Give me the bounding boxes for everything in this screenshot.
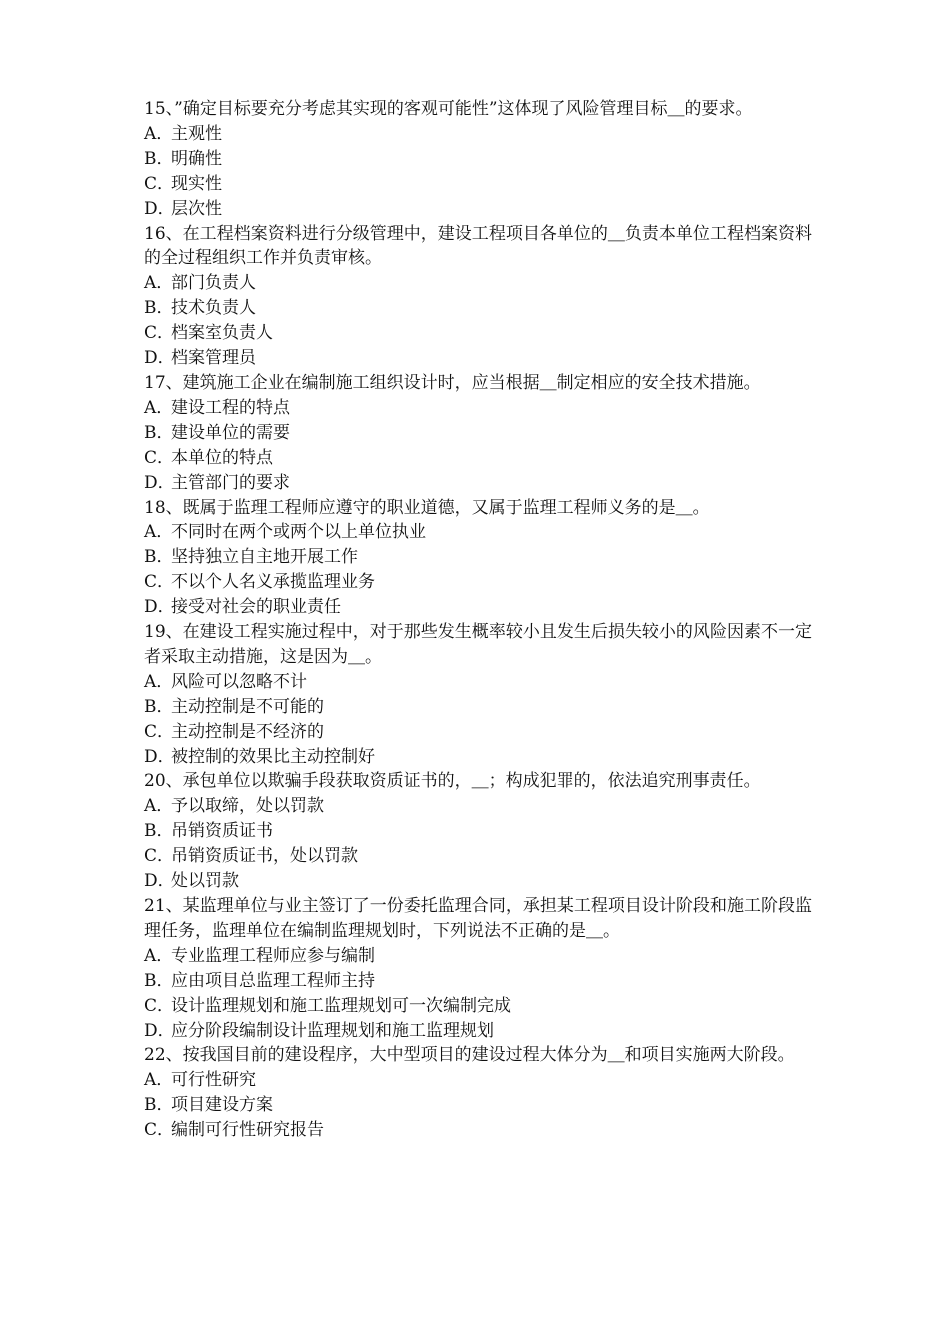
option-text: 建设工程的特点 (171, 397, 290, 418)
option-letter: C． (144, 572, 175, 593)
option-letter: D． (144, 871, 175, 892)
option-letter: A． (144, 123, 174, 144)
answer-option (144, 994, 812, 1019)
answer-option (144, 296, 812, 321)
option-text: 不以个人名义承揽监理业务 (171, 572, 375, 593)
question-block (144, 1043, 812, 1143)
option-letter: C． (144, 721, 175, 742)
answer-option (144, 1093, 812, 1118)
question-block (144, 222, 812, 371)
answer-option (144, 1019, 812, 1044)
option-text: 项目建设方案 (171, 1095, 273, 1116)
option-text: 坚持独立自主地开展工作 (171, 547, 358, 568)
option-text: 被控制的效果比主动控制好 (171, 746, 375, 767)
option-letter: A． (144, 273, 174, 294)
option-text: 予以取缔，处以罚款 (171, 796, 324, 817)
option-text: 档案室负责人 (171, 323, 273, 344)
option-text: 处以罚款 (171, 871, 239, 892)
question-list (144, 97, 812, 1143)
answer-option (144, 545, 812, 570)
option-text: 本单位的特点 (171, 447, 273, 468)
option-text: 应分阶段编制设计监理规划和施工监理规划 (171, 1020, 494, 1041)
answer-option (144, 1068, 812, 1093)
option-text: 编制可行性研究报告 (171, 1120, 324, 1141)
option-letter: D． (144, 472, 175, 493)
option-letter: D． (144, 198, 175, 219)
option-letter: C． (144, 1120, 175, 1141)
option-text: 主动控制是不可能的 (171, 696, 324, 717)
answer-option (144, 172, 812, 197)
option-text: 建设单位的需要 (171, 422, 290, 443)
question-block (144, 496, 812, 621)
option-letter: B． (144, 148, 174, 169)
option-letter: A． (144, 671, 174, 692)
answer-option (144, 670, 812, 695)
answer-option (144, 396, 812, 421)
answer-option (144, 271, 812, 296)
answer-option (144, 695, 812, 720)
answer-option (144, 720, 812, 745)
option-letter: D． (144, 1020, 175, 1041)
option-letter: C． (144, 173, 175, 194)
answer-option (144, 122, 812, 147)
question-block (144, 769, 812, 894)
option-text: 现实性 (171, 173, 222, 194)
option-text: 明确性 (171, 148, 222, 169)
answer-option (144, 869, 812, 894)
answer-option (144, 446, 812, 471)
option-letter: C． (144, 323, 175, 344)
answer-option (144, 745, 812, 770)
option-text: 主管部门的要求 (171, 472, 290, 493)
option-text: 可行性研究 (171, 1070, 256, 1091)
option-letter: B． (144, 1095, 174, 1116)
question-stem: 19、在建设工程实施过程中，对于那些发生概率较小且发生后损失较小的风险因素不一定者采取主动措施，这是因为＿。 (144, 622, 812, 667)
question-block (144, 894, 812, 1043)
option-text: 主动控制是不经济的 (171, 721, 324, 742)
question-stem: 21、某监理单位与业主签订了一份委托监理合同，承担某工程项目设计阶段和施工阶段监理任务，监理单位在编制监理规划时，下列说法不正确的是＿。 (144, 896, 812, 941)
answer-option (144, 346, 812, 371)
option-letter: B． (144, 298, 174, 319)
answer-option (144, 520, 812, 545)
option-letter: A． (144, 1070, 174, 1091)
option-letter: A． (144, 945, 174, 966)
option-text: 应由项目总监理工程师主持 (171, 970, 375, 991)
answer-option (144, 794, 812, 819)
option-text: 主观性 (171, 123, 222, 144)
option-text: 风险可以忽略不计 (171, 671, 307, 692)
option-letter: B． (144, 821, 174, 842)
option-letter: A． (144, 796, 174, 817)
answer-option (144, 147, 812, 172)
option-letter: D． (144, 348, 175, 369)
option-text: 专业监理工程师应参与编制 (171, 945, 375, 966)
question-block (144, 620, 812, 769)
answer-option (144, 321, 812, 346)
answer-option (144, 197, 812, 222)
option-letter: C． (144, 447, 175, 468)
option-text: 档案管理员 (171, 348, 256, 369)
option-text: 技术负责人 (171, 298, 256, 319)
option-letter: B． (144, 422, 174, 443)
option-text: 不同时在两个或两个以上单位执业 (171, 522, 426, 543)
answer-option (144, 1118, 812, 1143)
answer-option (144, 471, 812, 496)
answer-option (144, 570, 812, 595)
option-text: 吊销资质证书 (171, 821, 273, 842)
option-letter: C． (144, 995, 175, 1016)
question-stem: 18、既属于监理工程师应遵守的职业道德，又属于监理工程师义务的是＿。 (144, 497, 710, 518)
answer-option (144, 595, 812, 620)
option-text: 接受对社会的职业责任 (171, 597, 341, 618)
question-stem: 20、承包单位以欺骗手段获取资质证书的，＿；构成犯罪的，依法追究刑事责任。 (144, 771, 761, 792)
option-letter: B． (144, 970, 174, 991)
question-block (144, 371, 812, 496)
question-block (144, 97, 812, 222)
option-letter: C． (144, 846, 175, 867)
option-letter: B． (144, 547, 174, 568)
option-text: 部门负责人 (171, 273, 256, 294)
answer-option (144, 944, 812, 969)
option-text: 吊销资质证书，处以罚款 (171, 846, 358, 867)
option-letter: A． (144, 397, 174, 418)
option-text: 层次性 (171, 198, 222, 219)
question-stem: 16、在工程档案资料进行分级管理中，建设工程项目各单位的＿负责本单位工程档案资料的全过程组织工作并负责审核。 (144, 223, 812, 269)
question-stem: 22、按我国目前的建设程序，大中型项目的建设过程大体分为＿和项目实施两大阶段。 (144, 1045, 795, 1066)
answer-option (144, 819, 812, 844)
document-page (144, 97, 812, 1143)
question-stem: 15、”确定目标要充分考虑其实现的客观可能性”这体现了风险管理目标＿的要求。 (144, 99, 753, 119)
option-letter: D． (144, 746, 175, 767)
question-stem: 17、建筑施工企业在编制施工组织设计时，应当根据＿制定相应的安全技术措施。 (144, 372, 761, 393)
option-letter: D． (144, 597, 175, 618)
answer-option (144, 969, 812, 994)
option-letter: B． (144, 696, 174, 717)
answer-option (144, 844, 812, 869)
answer-option (144, 421, 812, 446)
option-text: 设计监理规划和施工监理规划可一次编制完成 (171, 995, 511, 1016)
option-letter: A． (144, 522, 174, 543)
